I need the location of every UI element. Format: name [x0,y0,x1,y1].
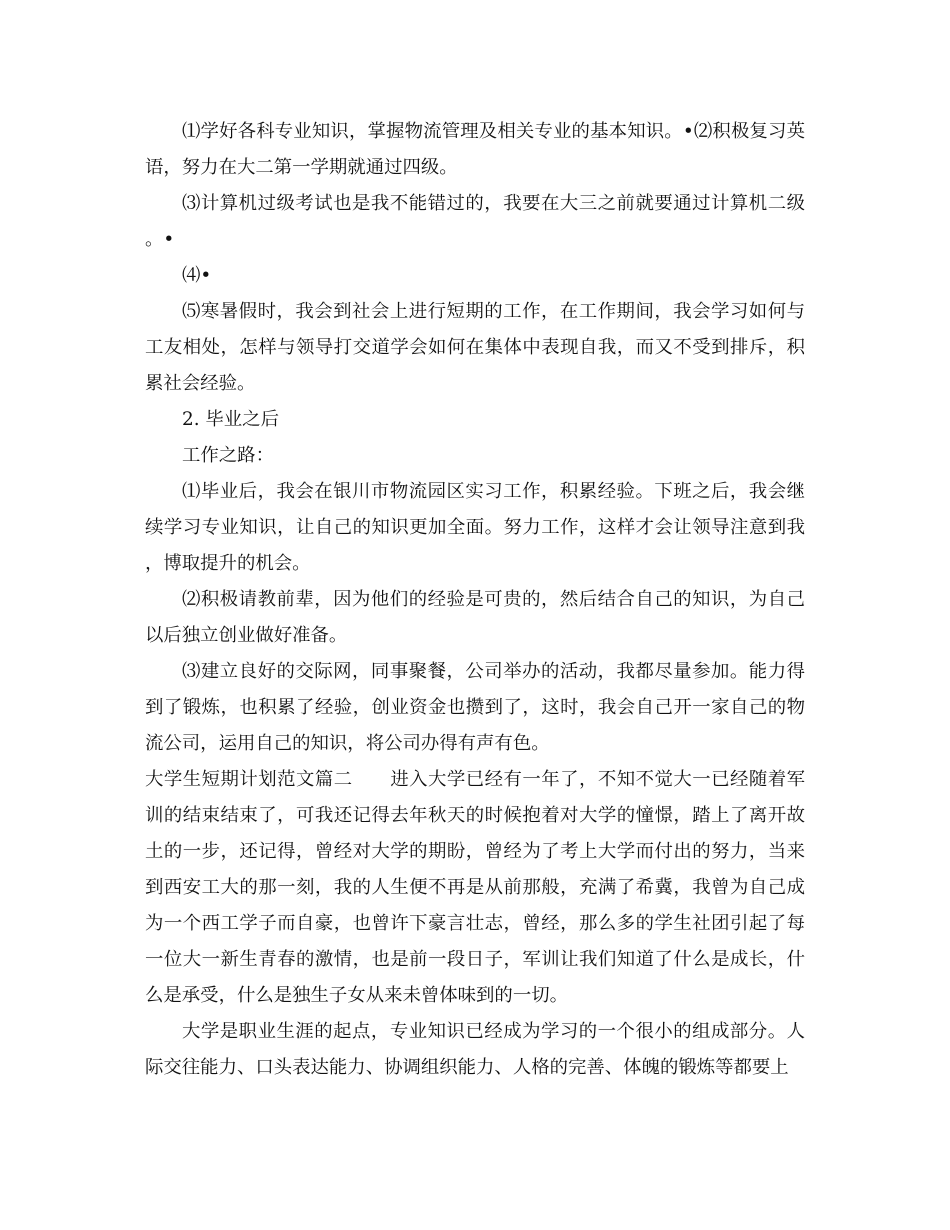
paragraph-work-3: ⑶建立良好的交际网，同事聚餐，公司举办的活动，我都尽量参加。能力得到了锻炼，也积累了经验，创业资金也攒到了，这时，我会自己开一家自己的物流公司，运用自己的知识，将公司办得有声有色。 [145,661,805,754]
subheading-work-path: 工作之路： [182,445,274,466]
paragraph-goal-4: ⑷• [182,265,212,286]
paragraph-goal-1-2: ⑴学好各科专业知识，掌握物流管理及相关专业的基本知识。•⑵积极复习英语，努力在大二第一学期就通过四级。 [145,121,805,178]
paragraph-work-2: ⑵积极请教前辈，因为他们的经验是可贵的，然后结合自己的知识，为自己以后独立创业做好准备。 [145,589,805,646]
document-body [145,114,805,1086]
paragraph-university-career: 大学是职业生涯的起点，专业知识已经成为学习的一个很小的组成部分。人际交往能力、口头表达能力、协调组织能力、人格的完善、体魄的锻炼等都要上 [145,1021,805,1078]
paragraph-goal-5: ⑸寒暑假时，我会到社会上进行短期的工作，在工作期间，我会学习如何与工友相处，怎样与领导打交道学会如何在集体中表现自我，而又不受到排斥，积累社会经验。 [145,301,805,394]
paragraph-sample-two: 大学生短期计划范文篇二 进入大学已经有一年了，不知不觉大一已经随着军训的结束结束了，可我还记得去年秋天的时候抱着对大学的憧憬，踏上了离开故土的一步，还记得，曾经对大学的期盼，曾经为了考上大学而付出的努力，当来到西安工大的那一刻，我的人生便不再是从前那般，充满了希冀，我曾为自己成为一个西工学子而自豪，也曾许下豪言壮志，曾经，那么多的学生社团引起了每一位大一新生青春的激情，也是前一段日子，军训让我们知道了什么是成长，什么是承受，什么是独生子女从来未曾体味到的一切。 [145,769,805,1006]
paragraph-work-1: ⑴毕业后，我会在银川市物流园区实习工作，积累经验。下班之后，我会继续学习专业知识，让自己的知识更加全面。努力工作，这样才会让领导注意到我，博取提升的机会。 [145,481,805,574]
paragraph-goal-3: ⑶计算机过级考试也是我不能错过的，我要在大三之前就要通过计算机二级。• [145,193,805,250]
section-heading-after-graduation: 2. 毕业之后 [182,409,279,430]
